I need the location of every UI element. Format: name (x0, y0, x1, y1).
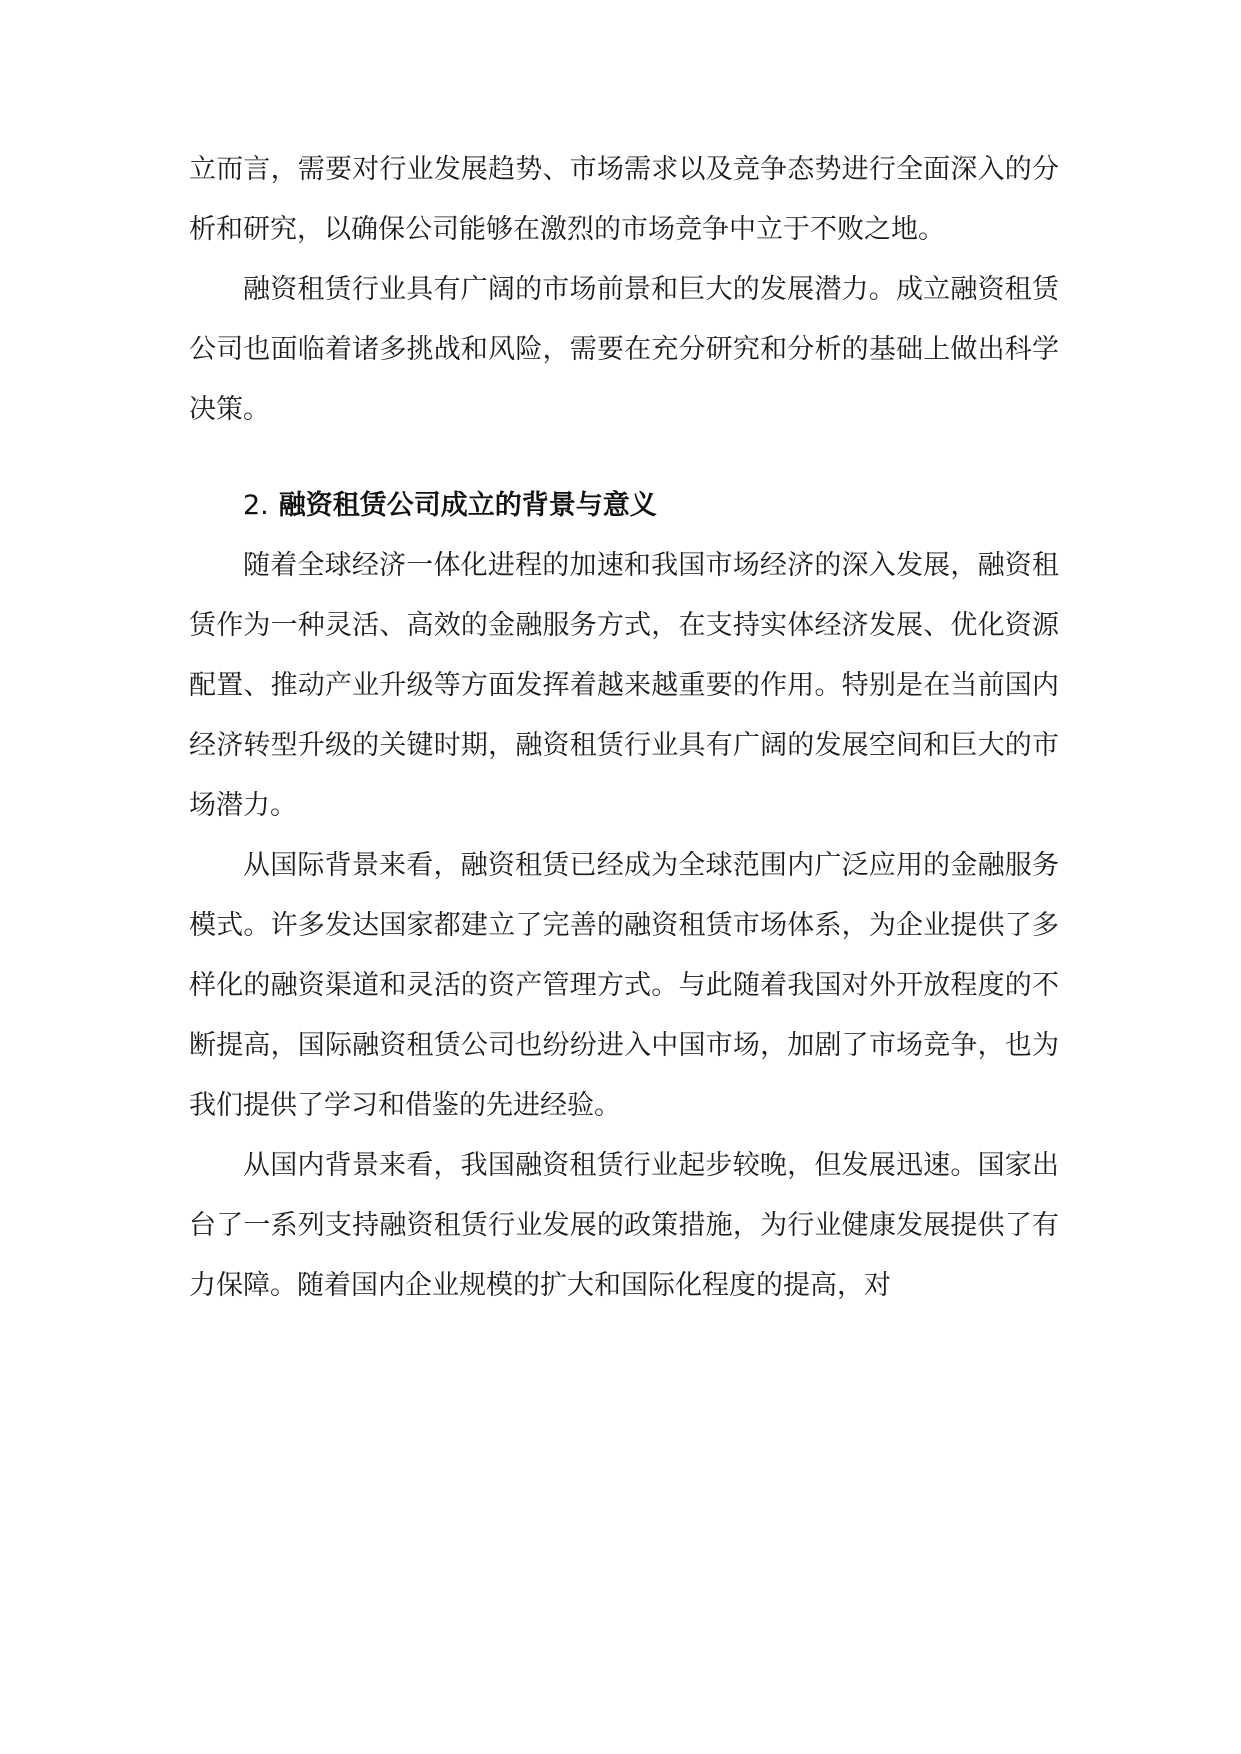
paragraph: 随着全球经济一体化进程的加速和我国市场经济的深入发展，融资租赁作为一种灵活、高效的金融服务方式，在支持实体经济发展、优化资源配置、推动产业升级等方面发挥着越来越重要的作用。特别是在当前国内经济转型升级的关键时期，融资租赁行业具有广阔的发展空间和巨大的市场潜力。 (189, 550, 1059, 821)
paragraph-continued: 立而言，需要对行业发展趋势、市场需求以及竞争态势进行全面深入的分析和研究，以确保公司能够在激烈的市场竞争中立于不败之地。 (189, 154, 1059, 245)
paragraph: 融资租赁行业具有广阔的市场前景和巨大的发展潜力。成立融资租赁公司也面临着诸多挑战和风险，需要在充分研究和分析的基础上做出科学决策。 (189, 274, 1059, 425)
paragraph: 从国内背景来看，我国融资租赁行业起步较晚，但发展迅速。国家出台了一系列支持融资租赁行业发展的政策措施，为行业健康发展提供了有力保障。随着国内企业规模的扩大和国际化程度的提高，对 (189, 1150, 1059, 1301)
paragraph: 从国际背景来看，融资租赁已经成为全球范围内广泛应用的金融服务模式。许多发达国家都建立了完善的融资租赁市场体系，为企业提供了多样化的融资渠道和灵活的资产管理方式。与此随着我国对外开放程度的不断提高，国际融资租赁公司也纷纷进入中国市场，加剧了市场竞争，也为我们提供了学习和借鉴的先进经验。 (189, 850, 1059, 1121)
section-title: 融资租赁公司成立的背景与意义 (278, 490, 657, 521)
document-body (189, 140, 1059, 1316)
section-heading (189, 476, 1059, 536)
section-number: 2. (243, 490, 269, 521)
